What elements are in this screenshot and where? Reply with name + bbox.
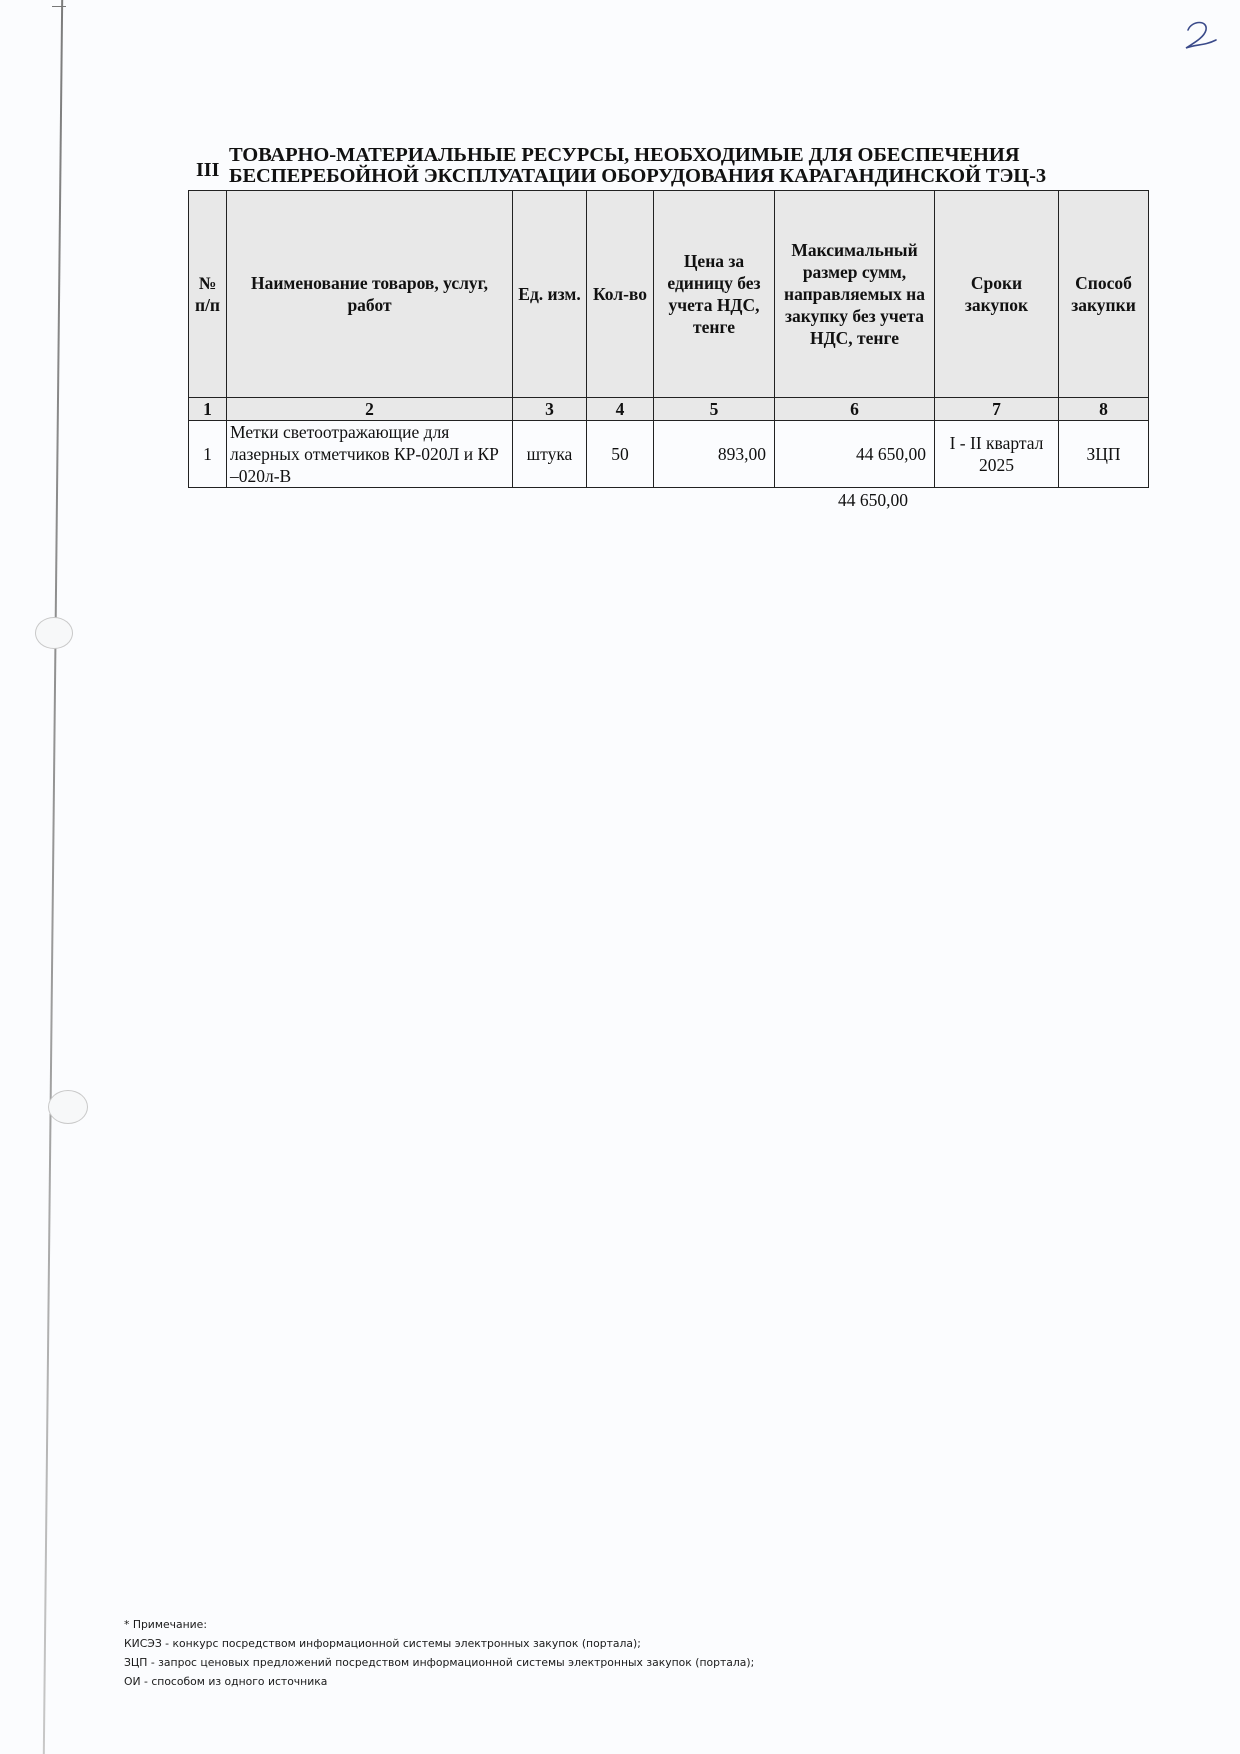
column-header-number: № п/п [189,191,227,398]
purchase-table [188,190,1149,488]
section-title [229,145,1109,187]
section-title-line-1: ТОВАРНО-МАТЕРИАЛЬНЫЕ РЕСУРСЫ, НЕОБХОДИМЫЕ ДЛЯ ОБЕСПЕЧЕНИЯ [229,144,1020,166]
item-unit: штука [513,421,587,488]
column-number: 8 [1059,398,1149,421]
table-header-row [189,191,1149,398]
row-number: 1 [189,421,227,488]
column-number-row [189,398,1149,421]
column-header-name: Наименование товаров, услуг, работ [227,191,513,398]
column-header-method: Способ закупки [1059,191,1149,398]
handwritten-page-mark-icon [1182,18,1222,52]
item-unit-price: 893,00 [654,421,775,488]
column-number: 7 [935,398,1059,421]
item-max-amount: 44 650,00 [775,421,935,488]
column-number: 1 [189,398,227,421]
note-line: КИСЭЗ - конкурс посредством информационной системы электронных закупок (портала); [124,1637,641,1650]
column-number: 3 [513,398,587,421]
column-header-period: Сроки закупок [935,191,1059,398]
column-header-quantity: Кол-во [587,191,654,398]
notes-heading: * Примечание: [124,1618,207,1631]
column-number: 2 [227,398,513,421]
binding-edge [43,0,63,1754]
notes-block [124,1615,754,1691]
item-period: I - II квартал 2025 [935,421,1059,488]
column-number: 5 [654,398,775,421]
column-header-unit: Ед. изм. [513,191,587,398]
item-quantity: 50 [587,421,654,488]
section-number: III [196,159,220,181]
total-amount: 44 650,00 [838,490,908,510]
table-row [189,421,1149,488]
binding-edge-top [52,6,66,7]
column-number: 4 [587,398,654,421]
column-number: 6 [775,398,935,421]
punch-hole [48,1090,88,1124]
column-header-unit-price: Цена за единицу без учета НДС, тенге [654,191,775,398]
section-title-line-2: БЕСПЕРЕБОЙНОЙ ЭКСПЛУАТАЦИИ ОБОРУДОВАНИЯ КАРАГАНДИНСКОЙ ТЭЦ-3 [229,165,1046,187]
item-method: ЗЦП [1059,421,1149,488]
column-header-max-amount: Максимальный размер сумм, направляемых на закупку без учета НДС, тенге [775,191,935,398]
item-name: Метки светоотражающие для лазерных отметчиков КР-020Л и КР –020л-В [227,421,513,488]
note-line: ОИ - способом из одного источника [124,1675,328,1688]
punch-hole [35,617,73,649]
note-line: ЗЦП - запрос ценовых предложений посредством информационной системы электронных закупок (портала); [124,1656,755,1669]
